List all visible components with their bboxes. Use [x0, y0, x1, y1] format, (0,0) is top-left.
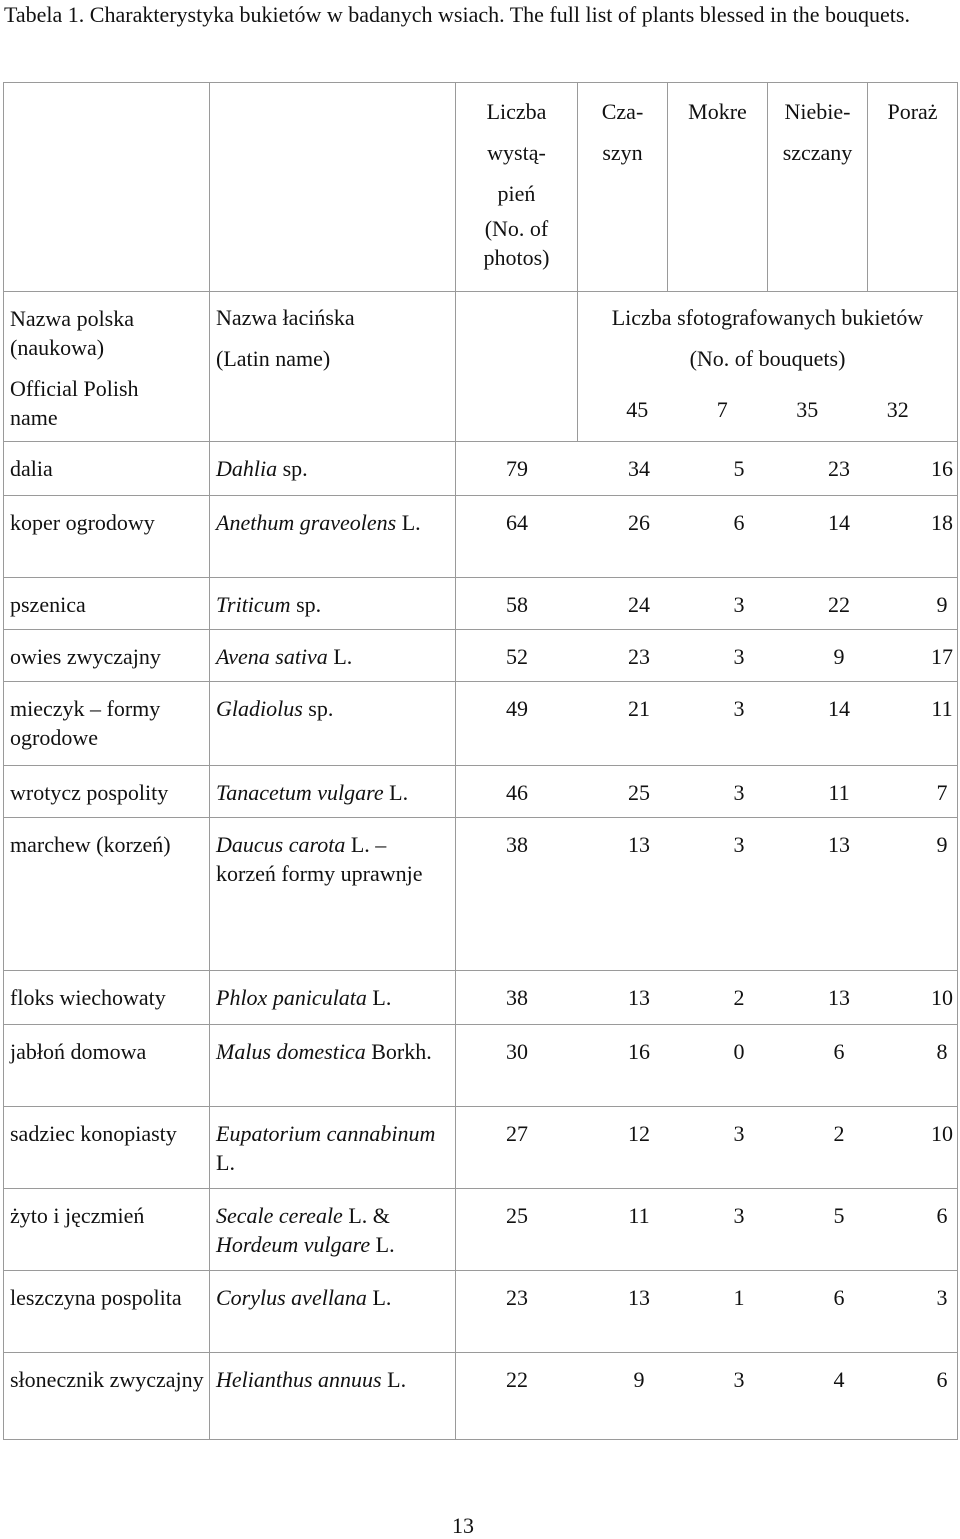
value-number: 5	[833, 1203, 845, 1228]
latin-name-suffix: L.	[381, 1367, 407, 1392]
latin-name-suffix: Borkh.	[365, 1039, 432, 1064]
value-number: 25	[628, 780, 650, 805]
header-line: Mokre	[688, 99, 747, 124]
header-line: wystą-	[487, 140, 546, 165]
latin-name-italic: Malus domestica	[216, 1039, 366, 1064]
value-number: 1	[733, 1285, 745, 1310]
table-row	[4, 818, 958, 971]
header-line: (No. of	[484, 216, 549, 241]
value-number: 13	[628, 985, 650, 1010]
bouquets-counts	[578, 389, 957, 430]
value-number: 9	[633, 1367, 645, 1392]
header-bouquets	[578, 292, 958, 442]
header-line: szczany	[782, 140, 853, 165]
value-number: 13	[828, 832, 850, 857]
polish-name-cell: floks wiechowaty	[4, 971, 210, 1025]
latin-name-cell	[210, 682, 456, 766]
latin-name-cell	[210, 1189, 456, 1271]
header-line: Cza-	[601, 99, 644, 124]
latin-name-cell	[210, 1025, 456, 1107]
latin-name-suffix: L. – korzeń formy uprawnje	[216, 832, 423, 886]
value-number: 30	[506, 1039, 528, 1064]
bouquet-count: 7	[716, 397, 728, 422]
latin-name-cell	[210, 1353, 456, 1440]
value-number: 3	[733, 1121, 745, 1146]
latin-name-italic: Phlox paniculata	[216, 985, 367, 1010]
latin-name-cell	[210, 630, 456, 682]
header-line: (Latin name)	[216, 346, 331, 371]
values-cell	[456, 1353, 958, 1440]
header-line: Nazwa łacińska	[216, 305, 355, 330]
latin-name-cell	[210, 766, 456, 818]
polish-name-cell: jabłoń domowa	[4, 1025, 210, 1107]
header-line: Liczba	[486, 99, 547, 124]
table-row	[4, 578, 958, 630]
value-number: 4	[833, 1367, 845, 1392]
value-number: 3	[733, 1367, 745, 1392]
page-number: 13	[452, 1513, 474, 1538]
table-row	[4, 971, 958, 1025]
value-number: 9	[833, 644, 845, 669]
table-row	[4, 630, 958, 682]
value-number: 24	[628, 592, 650, 617]
latin-name-suffix: L.	[396, 510, 421, 535]
header-line: Nazwa polska	[10, 306, 135, 331]
latin-name-italic: Corylus avellana	[216, 1285, 367, 1310]
polish-name-cell: słonecznik zwyczajny	[4, 1353, 210, 1440]
value-number: 11	[628, 1203, 650, 1228]
table-row	[4, 1025, 958, 1107]
value-number: 3	[733, 1203, 745, 1228]
values-cell	[456, 1107, 958, 1189]
header-village-3	[768, 83, 868, 292]
polish-name-cell: żyto i jęczmień	[4, 1189, 210, 1271]
header-polish-name	[4, 292, 210, 442]
polish-name-cell: owies zwyczajny	[4, 630, 210, 682]
header-line: Niebie-	[784, 99, 851, 124]
value-number: 10	[931, 985, 953, 1010]
header-row-top	[4, 83, 958, 292]
latin-name-italic: Avena sativa	[216, 644, 328, 669]
polish-name-cell: koper ogrodowy	[4, 496, 210, 578]
value-number: 14	[828, 510, 850, 535]
value-number: 9	[936, 832, 948, 857]
value-number: 3	[936, 1285, 948, 1310]
value-number: 6	[936, 1203, 948, 1228]
latin-name-italic: Triticum	[216, 592, 291, 617]
latin-name-suffix: L.	[383, 780, 409, 805]
header-line: name	[10, 405, 58, 430]
polish-name-cell: sadziec konopiasty	[4, 1107, 210, 1189]
header-line: pień	[497, 181, 536, 206]
bouquet-count: 35	[796, 397, 819, 422]
value-number: 9	[936, 592, 948, 617]
value-number: 5	[733, 456, 745, 481]
latin-name-suffix: sp.	[277, 456, 308, 481]
values-cell	[456, 496, 958, 578]
table-row	[4, 1271, 958, 1353]
value-number: 8	[936, 1039, 948, 1064]
value-number: 27	[506, 1121, 528, 1146]
header-line: Official Polish	[10, 376, 139, 401]
value-number: 18	[931, 510, 953, 535]
latin-name-italic: Gladiolus	[216, 696, 303, 721]
value-number: 26	[628, 510, 650, 535]
latin-name-cell	[210, 578, 456, 630]
value-number: 34	[628, 456, 650, 481]
latin-name-suffix: L.	[366, 985, 392, 1010]
header-latin-name	[210, 292, 456, 442]
header-empty-cell	[4, 83, 210, 292]
table-caption: Tabela 1. Charakterystyka bukietów w badanych wsiach. The full list of plants blessed in the bouquets.	[4, 2, 910, 27]
polish-name-cell: dalia	[4, 442, 210, 496]
value-number: 23	[628, 644, 650, 669]
latin-name-cell	[210, 971, 456, 1025]
latin-name-italic: Dahlia	[216, 456, 278, 481]
latin-name-italic: Secale cereale	[216, 1203, 343, 1228]
value-number: 10	[931, 1121, 953, 1146]
value-number: 16	[628, 1039, 650, 1064]
value-number: 49	[506, 696, 528, 721]
values-cell	[456, 766, 958, 818]
bouquet-count: 45	[626, 397, 649, 422]
value-number: 38	[506, 832, 528, 857]
value-number: 38	[506, 985, 528, 1010]
header-line: photos)	[483, 245, 550, 270]
polish-name-cell: marchew (korzeń)	[4, 818, 210, 971]
table-row	[4, 1189, 958, 1271]
values-cell	[456, 818, 958, 971]
value-number: 0	[733, 1039, 745, 1064]
value-number: 46	[506, 780, 528, 805]
value-number: 3	[733, 832, 745, 857]
polish-name-cell: mieczyk – formy ogrodowe	[4, 682, 210, 766]
latin-name-suffix: sp.	[290, 592, 322, 617]
value-number: 23	[506, 1285, 528, 1310]
bouquets-label: Liczba sfotografowanych bukietów	[611, 305, 924, 330]
table-row	[4, 766, 958, 818]
values-cell	[456, 578, 958, 630]
value-number: 17	[931, 644, 953, 669]
latin-name-cell	[210, 496, 456, 578]
table-row	[4, 1353, 958, 1440]
value-number: 58	[506, 592, 528, 617]
latin-name-suffix: L.	[370, 1232, 395, 1257]
latin-name-italic: Tanacetum vulgare	[216, 780, 384, 805]
header-empty-cell	[210, 83, 456, 292]
value-number: 22	[506, 1367, 528, 1392]
header-line: (naukowa)	[10, 335, 105, 360]
value-number: 3	[733, 780, 745, 805]
value-number: 12	[628, 1121, 650, 1146]
values-cell	[456, 682, 958, 766]
value-number: 25	[506, 1203, 528, 1228]
value-number: 2	[733, 985, 745, 1010]
table-row	[4, 496, 958, 578]
table-row	[4, 1107, 958, 1189]
value-number: 16	[931, 456, 953, 481]
latin-name-italic: Hordeum vulgare	[216, 1232, 371, 1257]
latin-name-italic: Anethum graveolens	[216, 510, 397, 535]
latin-name-suffix: L.	[366, 1285, 392, 1310]
plants-table	[3, 82, 958, 1440]
latin-name-italic: Eupatorium cannabinum	[216, 1121, 436, 1146]
values-cell	[456, 971, 958, 1025]
value-number: 14	[828, 696, 850, 721]
polish-name-cell: leszczyna pospolita	[4, 1271, 210, 1353]
value-number: 7	[936, 780, 948, 805]
header-village-1	[578, 83, 668, 292]
value-number: 6	[833, 1285, 845, 1310]
latin-name-cell	[210, 818, 456, 971]
latin-name-cell	[210, 1107, 456, 1189]
header-village-4	[868, 83, 958, 292]
latin-name-suffix: L.	[216, 1150, 235, 1175]
header-village-2	[668, 83, 768, 292]
header-row-bottom	[4, 292, 958, 442]
header-count-cell	[456, 83, 578, 292]
value-number: 11	[828, 780, 850, 805]
latin-name-suffix: L.	[327, 644, 353, 669]
table-row	[4, 442, 958, 496]
values-cell	[456, 1271, 958, 1353]
polish-name-cell: pszenica	[4, 578, 210, 630]
latin-name-italic: Daucus carota	[216, 832, 346, 857]
value-number: 64	[506, 510, 528, 535]
value-number: 13	[628, 1285, 650, 1310]
latin-name-suffix: sp.	[302, 696, 334, 721]
value-number: 23	[828, 456, 850, 481]
value-number: 2	[833, 1121, 845, 1146]
latin-name-italic: Helianthus annuus	[216, 1367, 382, 1392]
value-number: 6	[833, 1039, 845, 1064]
value-number: 6	[733, 510, 745, 535]
table-row	[4, 682, 958, 766]
value-number: 11	[931, 696, 953, 721]
bouquet-count: 32	[886, 397, 909, 422]
header-line: Poraż	[887, 99, 938, 124]
value-number: 3	[733, 644, 745, 669]
value-number: 3	[733, 696, 745, 721]
values-cell	[456, 1025, 958, 1107]
values-cell	[456, 1189, 958, 1271]
value-number: 52	[506, 644, 528, 669]
header-line: szyn	[602, 140, 643, 165]
header-empty-cell	[456, 292, 578, 442]
bouquets-sub-label: (No. of bouquets)	[689, 346, 846, 371]
value-number: 22	[828, 592, 850, 617]
value-number: 13	[828, 985, 850, 1010]
value-number: 13	[628, 832, 650, 857]
latin-name-cell	[210, 442, 456, 496]
value-number: 21	[628, 696, 650, 721]
value-number: 79	[506, 456, 528, 481]
value-number: 3	[733, 592, 745, 617]
values-cell	[456, 442, 958, 496]
latin-name-suffix: L. &	[342, 1203, 390, 1228]
polish-name-cell: wrotycz pospolity	[4, 766, 210, 818]
value-number: 6	[936, 1367, 948, 1392]
values-cell	[456, 630, 958, 682]
latin-name-cell	[210, 1271, 456, 1353]
